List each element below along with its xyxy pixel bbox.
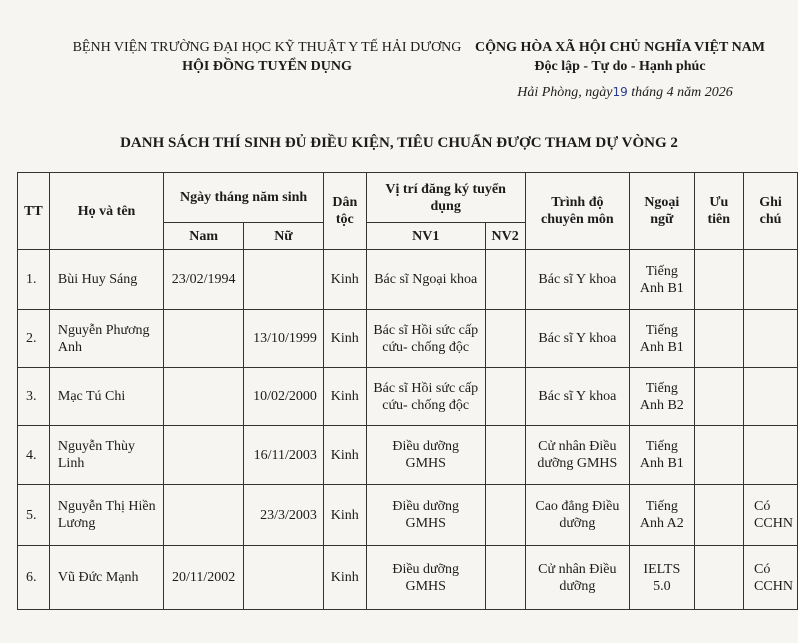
cell-dob-male: [164, 368, 244, 426]
table-row: [18, 368, 798, 426]
cell-tt: 2.: [18, 310, 50, 368]
cell-dob-female: 13/10/1999: [244, 310, 324, 368]
cell-qualification: Bác sĩ Y khoa: [525, 368, 629, 426]
council-name: HỘI ĐỒNG TUYỂN DỤNG: [182, 59, 352, 74]
cell-priority: [694, 368, 743, 426]
cell-name: Vũ Đức Mạnh: [49, 546, 163, 610]
candidate-table: [17, 172, 798, 610]
cell-language: Tiếng Anh B2: [630, 368, 694, 426]
cell-name: Nguyễn Thùy Linh: [49, 426, 163, 485]
cell-priority: [694, 310, 743, 368]
cell-language: IELTS 5.0: [630, 546, 694, 610]
cell-dob-female: 16/11/2003: [244, 426, 324, 485]
cell-ethnicity: Kinh: [323, 426, 366, 485]
date-prefix: Hải Phòng, ngày: [517, 85, 613, 100]
cell-ethnicity: Kinh: [323, 368, 366, 426]
cell-note: [744, 250, 798, 310]
organization-name: BỆNH VIỆN TRƯỜNG ĐẠI HỌC KỸ THUẬT Y TẾ HẢI DƯƠNG: [72, 40, 462, 55]
cell-dob-female: 10/02/2000: [244, 368, 324, 426]
cell-note: [744, 310, 798, 368]
header-priority: Ưu tiên: [694, 173, 743, 250]
cell-name: Mạc Tú Chi: [49, 368, 163, 426]
header-qualification: Trình độ chuyên môn: [525, 173, 629, 250]
cell-nv1: Điều dưỡng GMHS: [366, 546, 485, 610]
cell-tt: 4.: [18, 426, 50, 485]
cell-name: Nguyễn Thị Hiền Lương: [49, 485, 163, 546]
document-title: DANH SÁCH THÍ SINH ĐỦ ĐIỀU KIỆN, TIÊU CHUẨN ĐƯỢC THAM DỰ VÒNG 2: [120, 135, 678, 151]
cell-priority: [694, 426, 743, 485]
cell-dob-male: [164, 426, 244, 485]
table-row: [18, 250, 798, 310]
cell-nv1: Bác sĩ Ngoại khoa: [366, 250, 485, 310]
cell-nv2: [485, 250, 525, 310]
cell-nv2: [485, 485, 525, 546]
nation-header: [470, 38, 770, 76]
cell-tt: 6.: [18, 546, 50, 610]
cell-qualification: Bác sĩ Y khoa: [525, 250, 629, 310]
cell-note: [744, 368, 798, 426]
table-row: [18, 485, 798, 546]
date-suffix: tháng 4 năm 2026: [627, 85, 733, 100]
header-dob-female: Nữ: [244, 223, 324, 250]
organization-header: [62, 38, 472, 76]
cell-ethnicity: Kinh: [323, 485, 366, 546]
cell-nv1: Bác sĩ Hồi sức cấp cứu- chống độc: [366, 310, 485, 368]
cell-dob-male: [164, 310, 244, 368]
cell-qualification: Bác sĩ Y khoa: [525, 310, 629, 368]
cell-nv2: [485, 368, 525, 426]
nation-name: CỘNG HÒA XÃ HỘI CHỦ NGHĨA VIỆT NAM: [474, 40, 765, 55]
header-name: Họ và tên: [49, 173, 163, 250]
header-position: Vị trí đăng ký tuyển dụng: [366, 173, 525, 223]
header-dob-male: Nam: [164, 223, 244, 250]
cell-note: Có CCHN: [744, 546, 798, 610]
cell-nv1: Điều dưỡng GMHS: [366, 485, 485, 546]
cell-priority: [694, 485, 743, 546]
cell-dob-female: 23/3/2003: [244, 485, 324, 546]
cell-language: Tiếng Anh A2: [630, 485, 694, 546]
cell-nv2: [485, 546, 525, 610]
nation-motto: Độc lập - Tự do - Hạnh phúc: [534, 59, 706, 74]
table-row: [18, 546, 798, 610]
cell-note: Có CCHN: [744, 485, 798, 546]
date-day: 19: [612, 85, 628, 99]
cell-qualification: Cử nhân Điều dưỡng GMHS: [525, 426, 629, 485]
cell-language: Tiếng Anh B1: [630, 426, 694, 485]
cell-qualification: Cử nhân Điều dưỡng: [525, 546, 629, 610]
cell-nv1: Điều dưỡng GMHS: [366, 426, 485, 485]
cell-nv2: [485, 310, 525, 368]
header-note: Ghi chú: [744, 173, 798, 250]
header-dob: Ngày tháng năm sinh: [164, 173, 324, 223]
cell-dob-male: [164, 485, 244, 546]
cell-nv1: Bác sĩ Hồi sức cấp cứu- chống độc: [366, 368, 485, 426]
cell-priority: [694, 546, 743, 610]
cell-qualification: Cao đẳng Điều dưỡng: [525, 485, 629, 546]
cell-language: Tiếng Anh B1: [630, 250, 694, 310]
cell-language: Tiếng Anh B1: [630, 310, 694, 368]
header-ethnicity: Dân tộc: [323, 173, 366, 250]
cell-dob-male: 23/02/1994: [164, 250, 244, 310]
header-nv1: NV1: [366, 223, 485, 250]
header-tt: TT: [18, 173, 50, 250]
header-nv2: NV2: [485, 223, 525, 250]
cell-ethnicity: Kinh: [323, 310, 366, 368]
cell-ethnicity: Kinh: [323, 546, 366, 610]
cell-dob-male: 20/11/2002: [164, 546, 244, 610]
cell-note: [744, 426, 798, 485]
cell-name: Bùi Huy Sáng: [49, 250, 163, 310]
cell-priority: [694, 250, 743, 310]
cell-nv2: [485, 426, 525, 485]
cell-tt: 5.: [18, 485, 50, 546]
table-row: [18, 310, 798, 368]
cell-tt: 1.: [18, 250, 50, 310]
cell-ethnicity: Kinh: [323, 250, 366, 310]
table-row: [18, 426, 798, 485]
cell-name: Nguyễn Phương Anh: [49, 310, 163, 368]
header-language: Ngoại ngữ: [630, 173, 694, 250]
cell-dob-female: [244, 250, 324, 310]
date-line: [470, 85, 780, 101]
cell-dob-female: [244, 546, 324, 610]
cell-tt: 3.: [18, 368, 50, 426]
